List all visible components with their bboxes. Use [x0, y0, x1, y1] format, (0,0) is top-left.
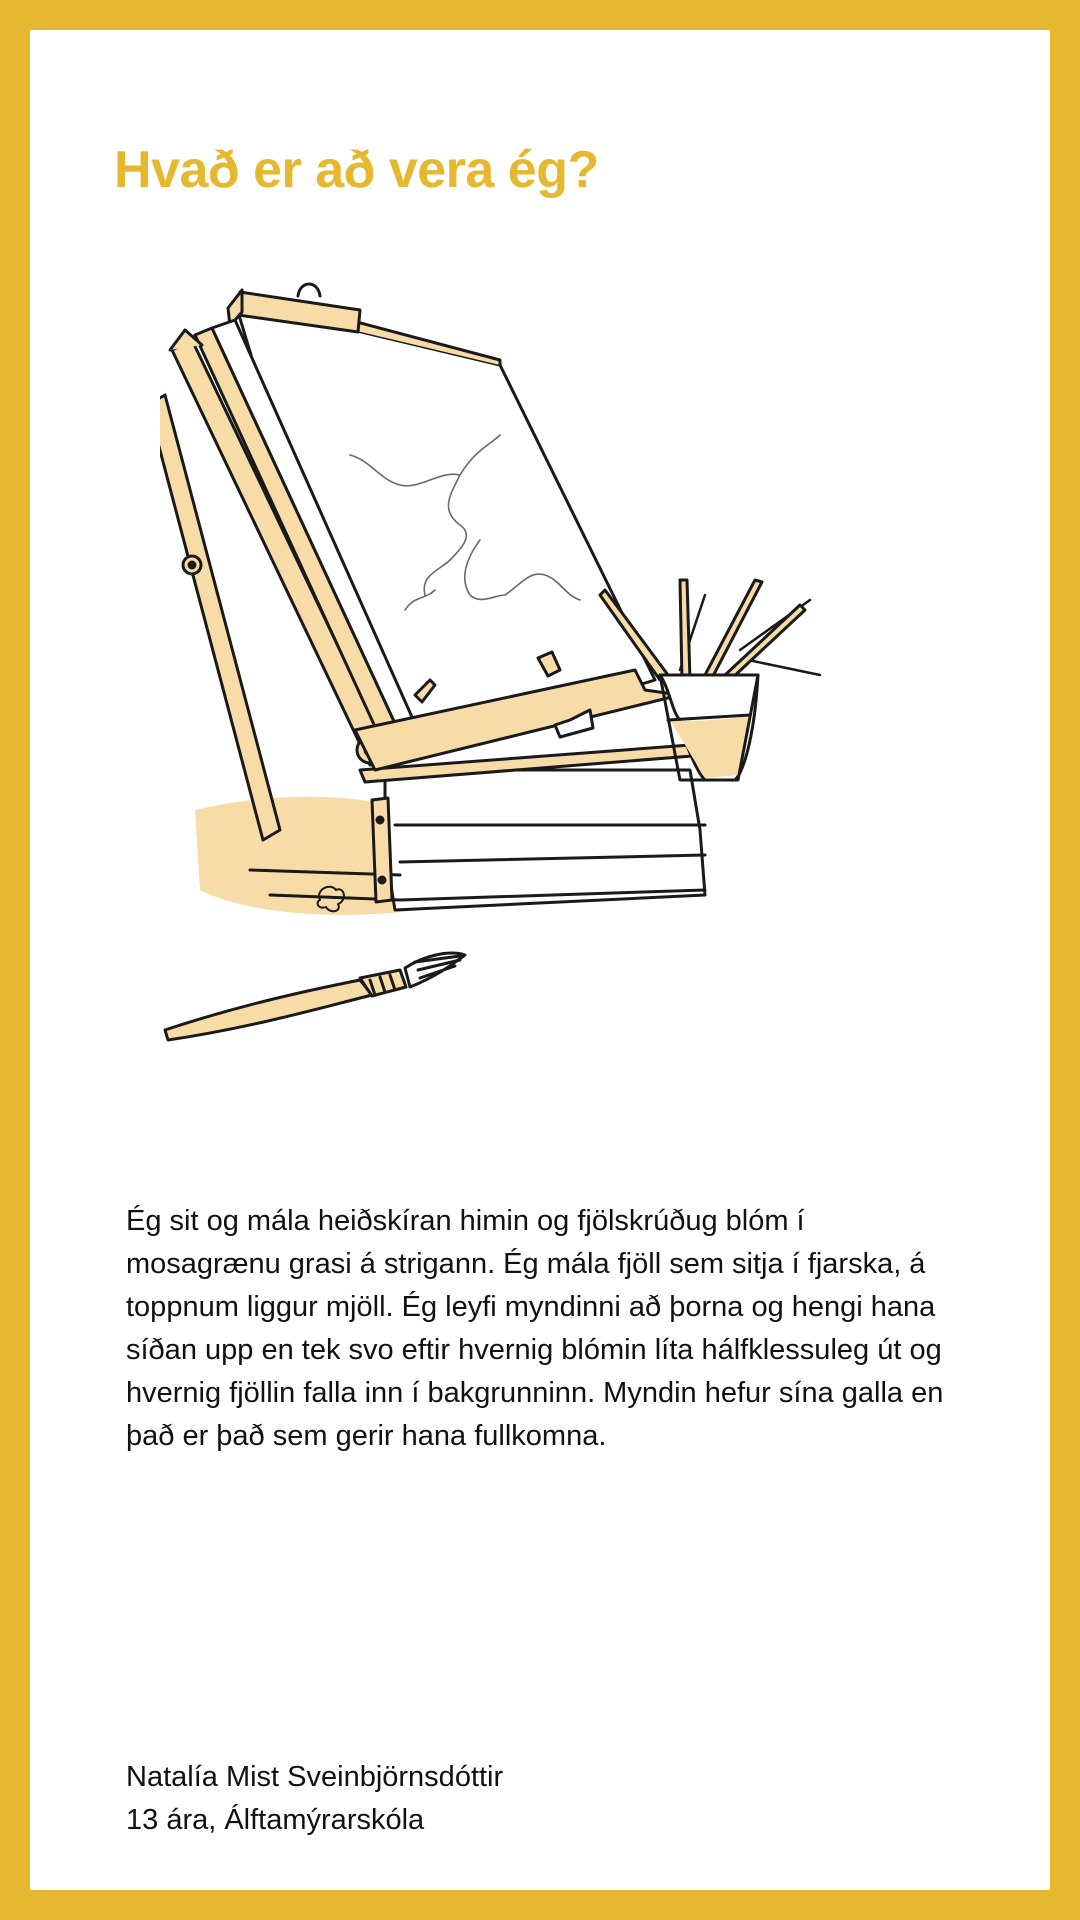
content-card — [30, 30, 1050, 1890]
paint-brush — [165, 953, 465, 1040]
byline — [126, 1756, 503, 1842]
page-title: Hvað er að vera ég? — [114, 141, 599, 199]
author-name: Natalía Mist Sveinbjörnsdóttir — [126, 1761, 504, 1793]
author-info: 13 ára, Álftamýrarskóla — [126, 1804, 425, 1836]
story-text: Ég sit og mála heiðskíran himin og fjölskrúðug blóm í mosagrænu grasi á strigann. Ég mála fjöll sem sitja í fjarska, á toppnum liggur mjöll. Ég leyfi myndinni að þorna og hengi hana síðan upp en tek svo eftir hvernig blómin líta hálfklessuleg út og hvernig fjöllin falla inn í bakgrunninn. Myndin hefur sína galla en það er það sem gerir hana fullkomna. — [126, 1205, 944, 1452]
easel-illustration — [160, 250, 960, 1050]
